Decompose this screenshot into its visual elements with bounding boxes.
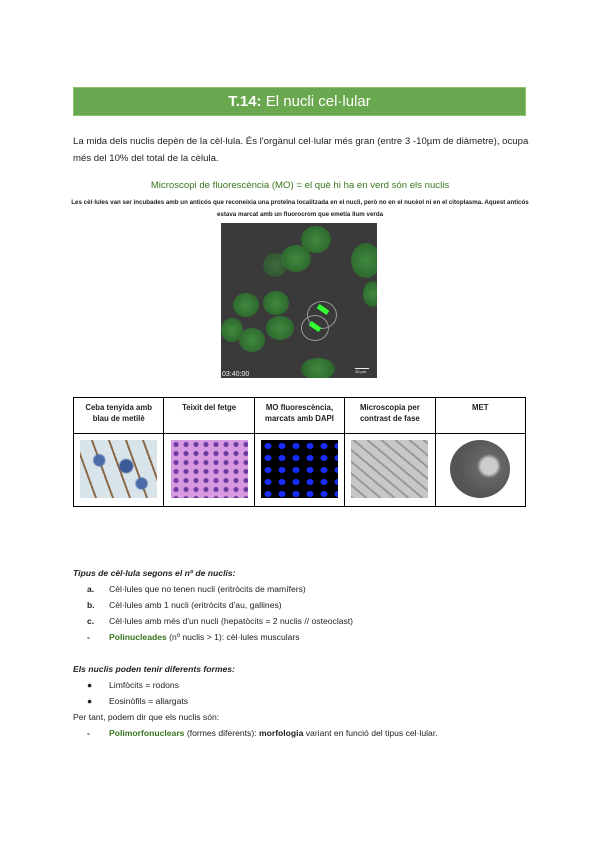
bullet-item [73,677,543,693]
list-item [73,581,543,597]
list-text: Cèl·lules amb 1 nucli (eritròcits d'au, gallines) [109,600,282,610]
header-cell: Teixit del fetge [164,398,254,434]
list-marker: b. [87,600,95,610]
header-cell: MO fluorescència, marcats amb DAPI [254,398,344,434]
list-item [73,725,543,741]
list-marker: c. [87,616,95,626]
list-text: Cèl·lules amb més d'un nucli (hepatòcits = 2 nuclis // osteoclast) [109,616,354,626]
list-item [73,629,543,645]
figure-subtitle: Microscopi de fluorescència (MO) = el què hi ha en verd són els nuclis [150,180,450,191]
table-header-row [74,398,526,434]
list-text: (formes diferents): [184,728,259,738]
scale-bar: 10 µm [355,368,369,374]
nuclei-notes [73,565,543,741]
term-morfologia: morfologia [258,728,304,738]
list-marker: a. [87,584,95,594]
list-text: Limfòcits = rodons [109,680,179,690]
list-text: Cèl·lules que no tenen nucli (eritròcits de mamífers) [109,584,306,594]
microscopy-table [73,397,526,507]
section-heading: Tipus de cèl·lula segons el nº de nuclis: [73,568,236,578]
table-image-row [74,434,526,507]
term-polinucleades: Polinucleades [109,632,167,642]
bullet-item [73,693,543,709]
header-cell: MET [435,398,525,434]
intro-paragraph: La mida dels nuclis depèn de la cèl·lula. És l'orgànul cel·lular més gran (entre 3 -10µm de diàmetre), ocupa més del 10% del total de la cèlula. [73,136,529,164]
term-polimorfonuclears: Polimorfonuclears [109,728,185,738]
header-cell: Ceba tenyida amb blau de metilè [74,398,164,434]
onion-cells-image [80,440,157,498]
fluorescence-micrograph [221,223,377,378]
page-title [73,87,526,116]
timestamp: 03:40:00 [222,371,250,378]
figure-caption: Les cèl·lules van ser incubades amb un anticós que reconeixia una proteïna localitzada en el nucli, però no en el nucèol ni en el citoplasma. Aquest anticós estava marcat amb un fluorocrom que emetia llum verda [71,199,529,218]
title-number: T.14: [228,93,262,110]
list-marker: - [87,632,90,642]
list-text: Eosinòfils = allargats [109,696,189,706]
list-text: variant en funció del tipus cel·lular. [303,728,438,738]
header-cell: Microscopia per contrast de fase [345,398,435,434]
title-text: El nucli cel·lular [261,93,371,110]
bullet-icon: ● [87,696,93,706]
bullet-icon: ● [87,680,93,690]
section-heading: Els nuclis poden tenir diferents formes: [73,664,235,674]
conclusion-text: Per tant, podem dir que els nuclis són: [73,712,220,722]
phase-contrast-image [351,440,428,498]
liver-tissue-image [171,440,248,498]
tem-image [450,440,510,498]
list-item [73,613,543,629]
list-marker: - [87,728,90,738]
list-item [73,597,543,613]
dapi-fluorescence-image [261,440,338,498]
list-text: (nº nuclis > 1): cèl·lules musculars [166,632,300,642]
